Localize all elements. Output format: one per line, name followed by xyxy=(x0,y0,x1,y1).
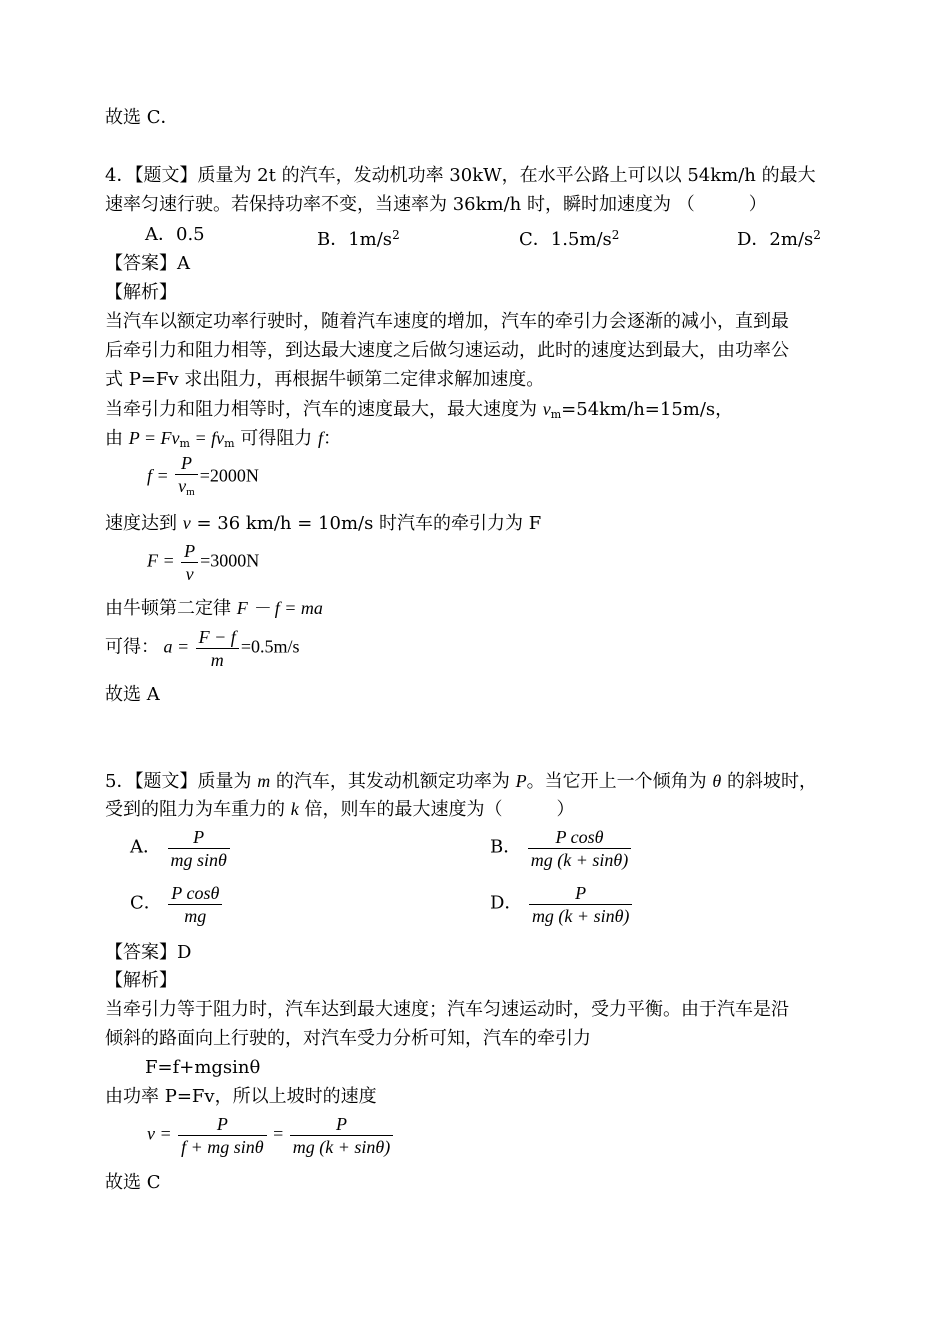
q4-analysis-p6: 速度达到 v = 36 km/h = 10m/s 时汽车的牵引力为 F xyxy=(105,513,542,534)
q4-option-a: A．0.5 xyxy=(145,224,205,245)
q5-option-d: D． $\frac{P}{mg (k + \sin\theta)}$ xyxy=(490,882,634,927)
q4-analysis-p7: 由牛顿第二定律 F － f = ma xyxy=(105,598,323,619)
q4-equation-acceleration: 可得： a = $\frac{F - f}{m}$ =0.5m/s xyxy=(105,627,300,670)
q4-option-d: D．$2m/s^2$ xyxy=(737,228,821,250)
q4-stem-line1: 4．【题文】质量为 2t 的汽车，发动机功率 30kW，在水平公路上可以以 54km/h 的最大 xyxy=(105,165,816,186)
q4-answer: 【答案】A xyxy=(105,253,190,274)
q5-analysis-p1: 当牵引力等于阻力时，汽车达到最大速度；汽车匀速运动时，受力平衡。由于汽车是沿 xyxy=(105,999,789,1020)
q5-analysis-label: 【解析】 xyxy=(105,970,177,991)
previous-conclusion: 故选 C． xyxy=(105,107,179,128)
q4-equation-force: F = $\frac{P}{v}$ =3000N xyxy=(147,541,260,584)
q4-stem-line2: 速率匀速行驶。若保持功率不变，当速率为 36km/h 时，瞬时加速度为 （ ） xyxy=(105,194,767,215)
q4-analysis-p1: 当汽车以额定功率行驶时，随着汽车速度的增加，汽车的牵引力会逐渐的减小，直到最 xyxy=(105,311,789,332)
fraction: $\frac{P}{\text{f + mg sinθ}}$ xyxy=(178,1113,267,1158)
q5-force-equation: F=f+mgsinθ xyxy=(145,1057,261,1078)
q4-conclusion: 故选 A xyxy=(105,684,160,705)
q5-conclusion: 故选 C xyxy=(105,1172,161,1193)
q5-stem-line1: 5．【题文】质量为 m 的汽车，其发动机额定功率为 P。当它开上一个倾角为 θ 的斜坡时， xyxy=(105,771,817,792)
q4-option-b: B．$1m/s^2$ xyxy=(317,228,400,250)
fraction: $\frac{\text{P cosθ}}{mg}$ xyxy=(168,882,222,927)
q4-analysis-p5: 由 $P = Fv_m = fv_m$ 可得阻力 f： xyxy=(105,428,342,450)
q5-option-c: C． $\frac{\text{P cosθ}}{mg}$ xyxy=(130,882,224,927)
fraction: $\frac{P}{mg (k + \sin\theta)}$ xyxy=(290,1113,393,1158)
q4-analysis-p3: 式 P=Fv 求出阻力，再根据牛顿第二定律求解加速度。 xyxy=(105,369,545,390)
q4-analysis-label: 【解析】 xyxy=(105,282,177,303)
fraction: $\frac{P}{mg (k + \sin\theta)}$ xyxy=(529,882,632,927)
q5-option-a: A． $\frac{P}{\text{mg sinθ}}$ xyxy=(130,826,232,871)
q4-option-c: C．$1.5m/s^2$ xyxy=(519,228,620,250)
q5-option-b: B． $\frac{\text{P cosθ}}{mg (k + \sin\theta)}$ xyxy=(490,826,633,871)
q4-analysis-p4: 当牵引力和阻力相等时，汽车的速度最大，最大速度为 $v_m=54km/h=15m/s$， xyxy=(105,399,734,421)
q5-analysis-p3: 由功率 P=Fv，所以上坡时的速度 xyxy=(105,1086,377,1107)
q4-equation-friction: f = $\frac{P}{v_m}$ =2000N xyxy=(147,452,259,503)
q5-stem-line2: 受到的阻力为车重力的 k 倍，则车的最大速度为（ ） xyxy=(105,799,575,820)
fraction: $\frac{P}{v_m}$ xyxy=(175,452,198,503)
q5-velocity-equation: v = $\frac{P}{\text{f + mg sinθ}}$ = $\frac{P}{mg (k + \sin\theta)}$ xyxy=(147,1113,395,1158)
q5-analysis-p2: 倾斜的路面向上行驶的，对汽车受力分析可知，汽车的牵引力 xyxy=(105,1028,591,1049)
fraction: $\frac{\text{P cosθ}}{mg (k + \sin\theta)}$ xyxy=(528,826,631,871)
fraction: $\frac{P}{\text{mg sinθ}}$ xyxy=(168,826,230,871)
q5-answer: 【答案】D xyxy=(105,942,192,963)
fraction: $\frac{P}{v}$ xyxy=(181,540,198,585)
q4-analysis-p2: 后牵引力和阻力相等，到达最大速度之后做匀速运动，此时的速度达到最大，由功率公 xyxy=(105,340,789,361)
fraction: $\frac{F - f}{m}$ xyxy=(196,626,239,671)
